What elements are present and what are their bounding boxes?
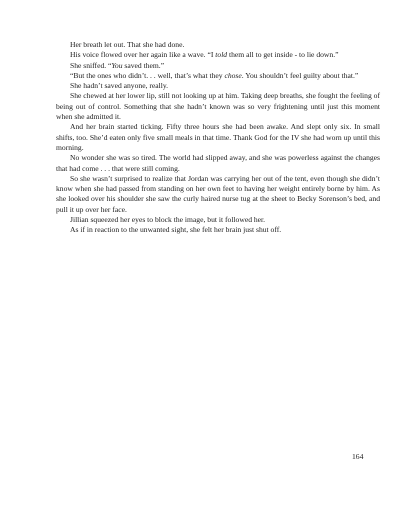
text-run: No wonder she was so tired. The world had slipped away, and she was powerless against the changes that had come . . . that were still coming.: [56, 153, 380, 173]
paragraph: [56, 61, 380, 71]
text-run: She hadn’t saved anyone, really.: [70, 81, 169, 91]
text-run: them all to get inside - to lie down.”: [227, 50, 339, 60]
text-run: His voice flowed over her again like a wave. “I: [70, 50, 216, 60]
page-number: 164: [352, 452, 364, 461]
paragraph: [56, 215, 380, 225]
body-text: [56, 40, 380, 236]
paragraph: [56, 174, 380, 215]
text-run: She chewed at her lower lip, still not looking up at him. Taking deep breaths, she fought the feeling of being out of control. Something that she hadn’t known was so very frightening until just this moment when she admitted it.: [56, 91, 380, 122]
emphasis-text: You: [111, 60, 123, 70]
text-run: saved them.”: [122, 60, 165, 70]
text-run: She sniffed. “: [70, 60, 112, 70]
text-run: “But the ones who didn’t. . . well, that’s what they: [70, 70, 225, 80]
emphasis-text: told: [215, 50, 228, 60]
paragraph: [56, 71, 380, 81]
text-run: And her brain started ticking. Fifty three hours she had been awake. And slept only six. In small shifts, too. She’d eaten only five small meals in that time. Thank God for the IV she had worn up until this morning.: [56, 122, 380, 152]
paragraph: [56, 81, 380, 91]
paragraph: [56, 40, 380, 50]
text-run: Her breath let out. That she had done.: [70, 40, 185, 49]
paragraph: [56, 225, 380, 235]
paragraph: [56, 91, 380, 122]
text-run: . You shouldn’t feel guilty about that.”: [241, 70, 359, 80]
text-run: As if in reaction to the unwanted sight, she felt her brain just shut off.: [70, 225, 282, 235]
paragraph: [56, 50, 380, 60]
text-run: Jillian squeezed her eyes to block the image, but it followed her.: [70, 215, 266, 225]
paragraph: [56, 122, 380, 153]
emphasis-text: chose: [224, 70, 242, 80]
paragraph: [56, 153, 380, 174]
text-run: So she wasn’t surprised to realize that Jordan was carrying her out of the tent, even though she didn’t know when she had passed from standing on her own feet to having her weight entirely borne by him. As she looked over his shoulder she saw the curly haired nurse tug at the sheet to Becky Sorenson’s bed, and pull it up over her face.: [56, 173, 380, 214]
